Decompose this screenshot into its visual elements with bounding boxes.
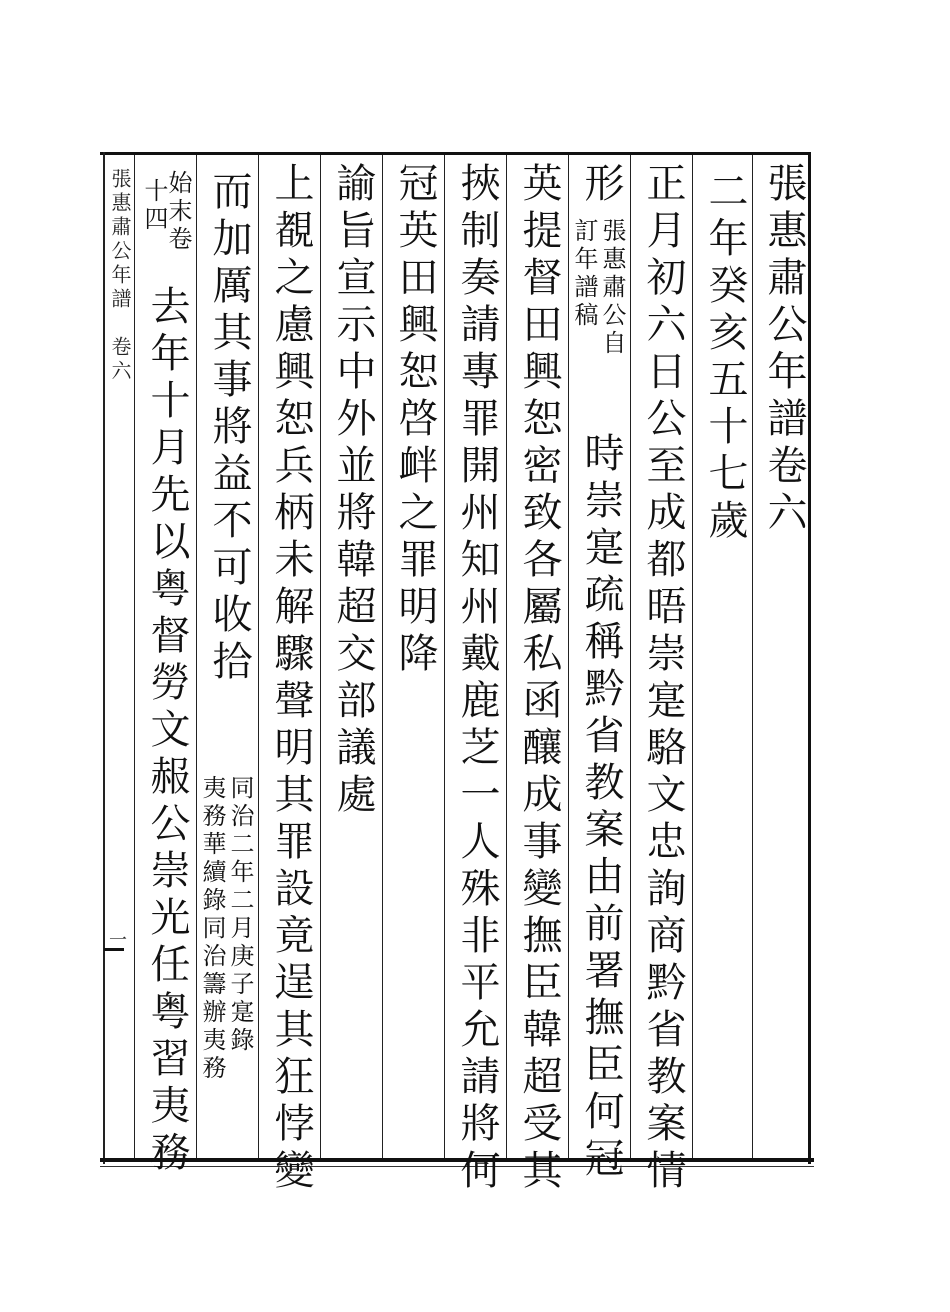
column-divider <box>320 155 321 1158</box>
column-divider <box>568 155 569 1158</box>
column-divider <box>752 155 753 1158</box>
book-title: 張惠肅公年譜卷六 <box>761 162 807 538</box>
column-divider <box>382 155 383 1158</box>
column-divider <box>444 155 445 1158</box>
column-divider <box>134 155 135 1158</box>
annotation-right: 張惠肅公自 <box>598 218 626 358</box>
annotation-left: 訂年譜稿 <box>570 218 598 330</box>
annotation-left: 十四 <box>140 178 168 234</box>
text-column: 正月初六日公至成都晤崇寔駱文忠詢商黔省教案情 <box>640 162 686 1196</box>
annotation-right: 同治二年二月庚子寔錄 <box>226 775 254 1055</box>
text-column: 挾制奏請專罪開州知州戴鹿芝一人殊非平允請將何 <box>454 162 500 1196</box>
text-column: 時崇寔疏稱黔省教案由前署撫臣何冠 <box>578 432 624 1184</box>
column-divider <box>506 155 507 1158</box>
year-heading: 二年癸亥五十七歲 <box>702 170 748 546</box>
text-column: 去年十月先以粤督勞文赧公崇光任粤習夷務 <box>144 285 190 1178</box>
frame-top-rule <box>100 152 810 155</box>
annotation-left: 夷務華續錄同治籌辦夷務 <box>198 775 226 1083</box>
page-number: 一 <box>106 930 127 952</box>
text-column-head: 形 <box>578 162 624 209</box>
annotation-right: 始末卷 <box>164 170 192 254</box>
column-divider <box>196 155 197 1158</box>
margin-title: 張惠肅公年譜 卷六 <box>108 168 132 384</box>
text-column: 上覩之慮興恕兵柄未解驟聲明其罪設竟逞其狂悖變 <box>268 162 314 1196</box>
frame-left-rule <box>103 152 105 1164</box>
text-column: 諭旨宣示中外並將韓超交部議處 <box>330 162 376 820</box>
text-column-head: 而加厲其事將益不可收拾 <box>206 170 252 687</box>
column-divider <box>630 155 631 1158</box>
text-column: 冠英田興恕啓衅之罪明降 <box>392 162 438 679</box>
column-divider <box>692 155 693 1158</box>
column-divider <box>258 155 259 1158</box>
text-column: 英提督田興恕密致各屬私函釀成事變撫臣韓超受其 <box>516 162 562 1196</box>
